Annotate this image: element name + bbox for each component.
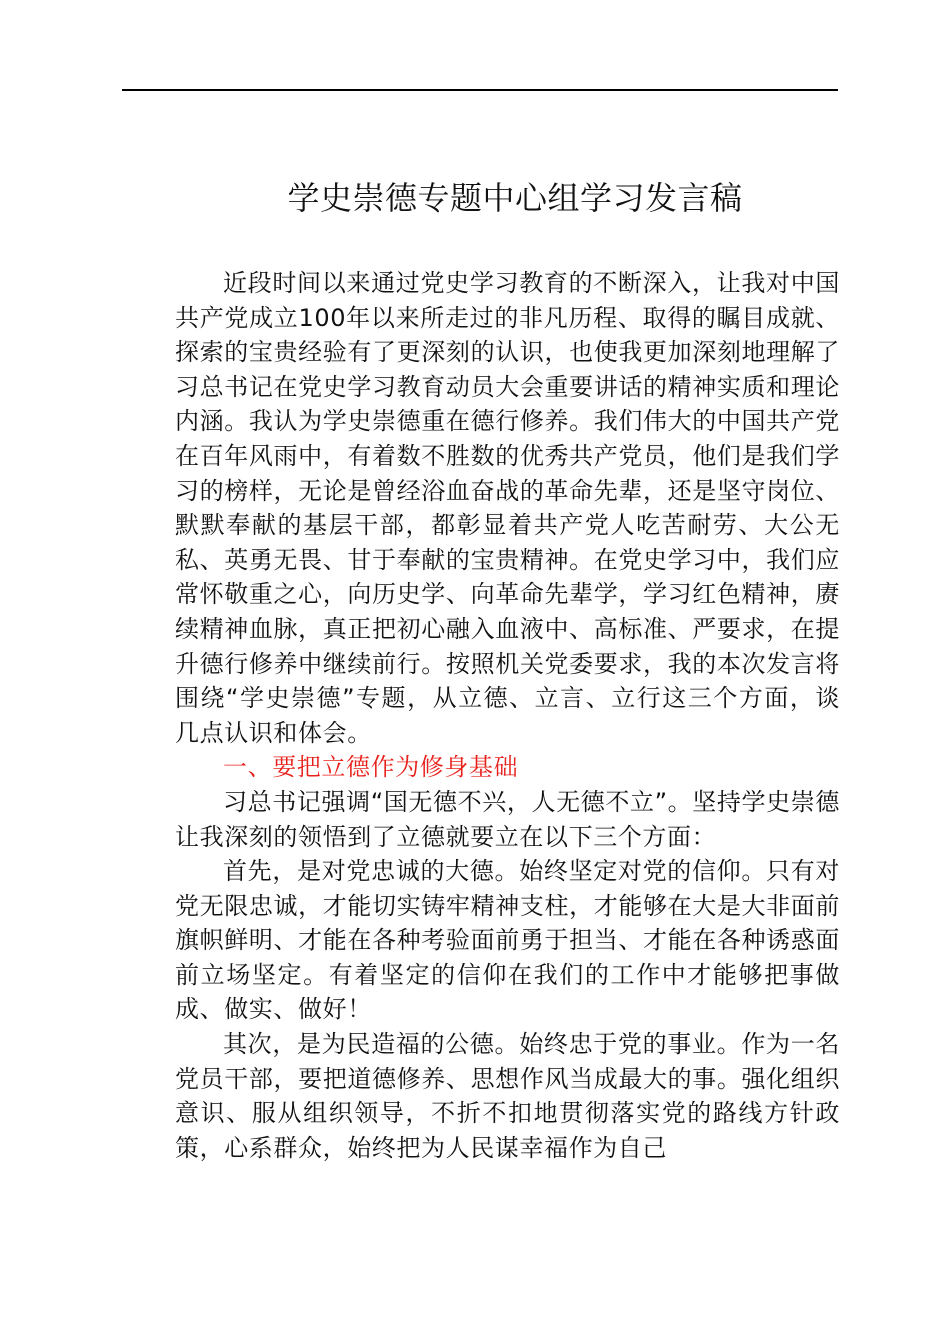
intro-paragraph: 近段时间以来通过党史学习教育的不断深入，让我对中国共产党成立100年以来所走过的非凡历程、取得的瞩目成就、探索的宝贵经验有了更深刻的认识，也使我更加深刻地理解了习总书记在党史学习教育动员大会重要讲话的精神实质和理论内涵。我认为学史崇德重在德行修养。我们伟大的中国共产党在百年风雨中，有着数不胜数的优秀共产党员，他们是我们学习的榜样，无论是曾经浴血奋战的革命先辈，还是坚守岗位、默默奉献的基层干部，都彰显着共产党人吃苦耐劳、大公无私、英勇无畏、甘于奉献的宝贵精神。在党史学习中，我们应常怀敬重之心，向历史学、向革命先辈学，学习红色精神，赓续精神血脉，真正把初心融入血液中、高标准、严要求，在提升德行修养中继续前行。按照机关党委要求，我的本次发言将围绕“学史崇德”专题，从立德、立言、立行这三个方面，谈几点认识和体会。 (175, 269, 840, 747)
section-paragraph-2: 首先，是对党忠诚的大德。始终坚定对党的信仰。只有对党无限忠诚，才能切实铸牢精神支柱，才能够在大是大非面前旗帜鲜明、才能在各种考验面前勇于担当、才能在各种诱惑面前立场坚定。有着坚定的信仰在我们的工作中才能够把事做成、做实、做好！ (175, 857, 840, 1024)
document-body (175, 266, 840, 1165)
page-title: 学史崇德专题中心组学习发言稿 (287, 179, 743, 217)
section-paragraph-1: 习总书记强调“国无德不兴，人无德不立”。坚持学史崇德让我深刻的领悟到了立德就要立在以下三个方面： (175, 787, 840, 851)
section-heading: 一、要把立德作为修身基础 (223, 753, 519, 782)
section-paragraph-3: 其次，是为民造福的公德。始终忠于党的事业。作为一名党员干部，要把道德修养、思想作风当成最大的事。强化组织意识、服从组织领导，不折不扣地贯彻落实党的路线方针政策，心系群众，始终把为人民谋幸福作为自己 (175, 1030, 840, 1162)
header-rule (122, 89, 838, 91)
